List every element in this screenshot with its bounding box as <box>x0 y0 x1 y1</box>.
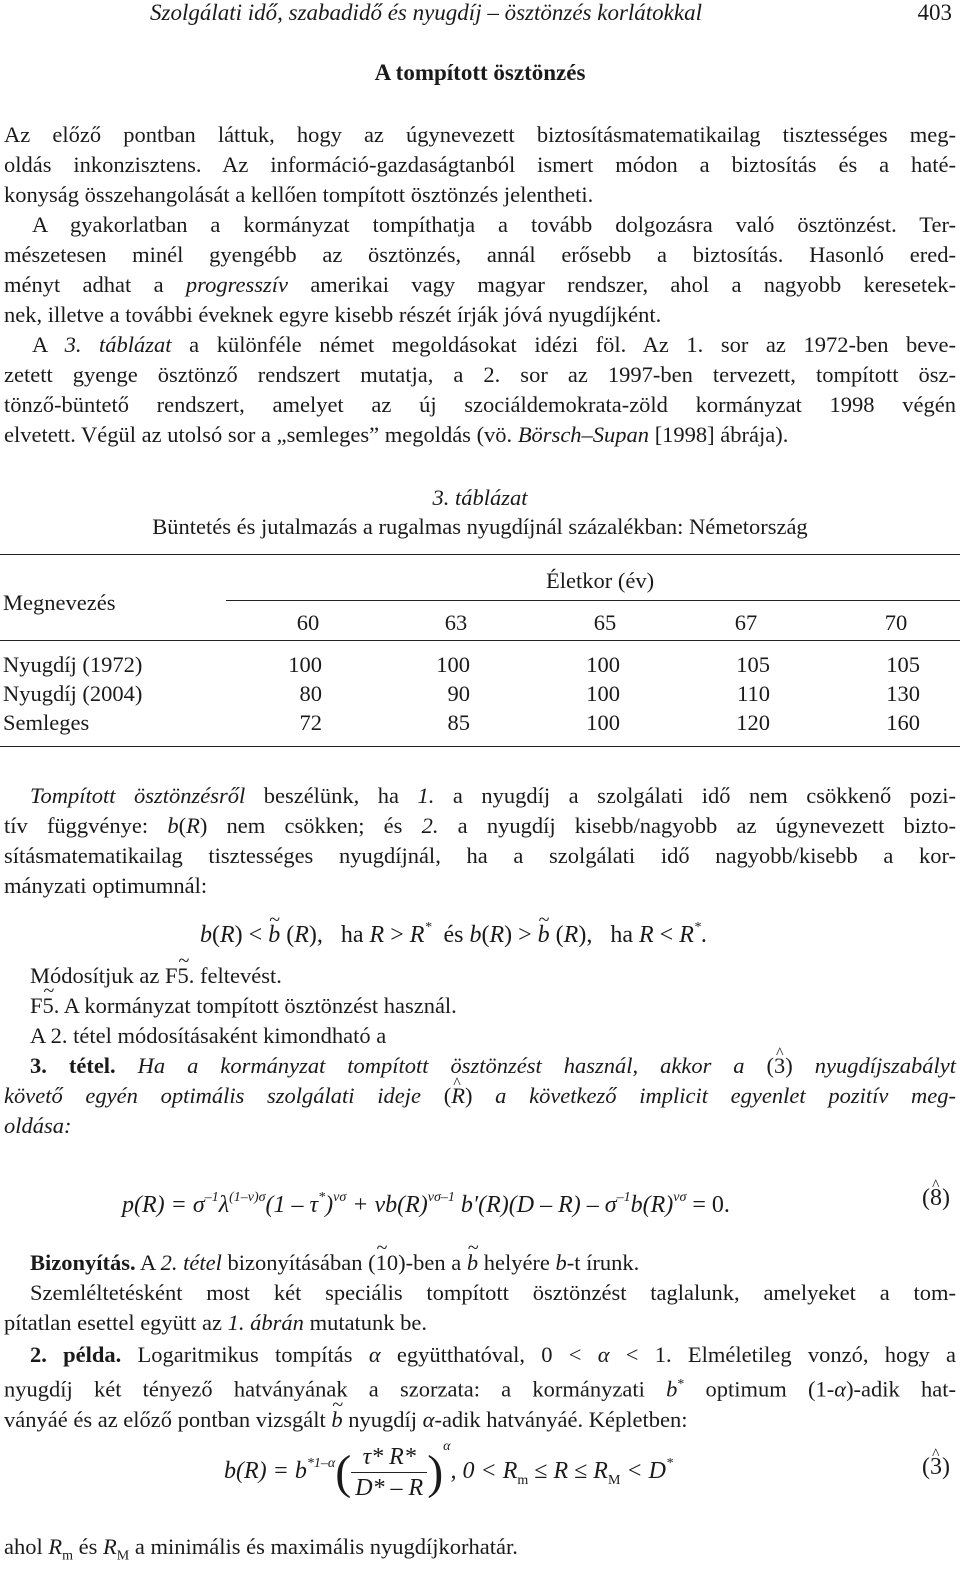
table-cell: 110 <box>737 681 770 706</box>
text-line: oldása: <box>4 1113 72 1138</box>
text-line: Az előző pontban láttuk, hogy az úgynevezett biztosításmatematikailag tisztességes meg- <box>4 122 956 147</box>
table-cell: 100 <box>586 681 620 706</box>
text-line: Tompított ösztönzésről beszélünk, ha 1. a nyugdíj a szolgálati idő nem csökkenő pozi- <box>30 783 956 808</box>
text-line: nek, illetve a további éveknek egyre kisebb részét írják jóvá nyugdíjként. <box>4 302 662 327</box>
example-paragraph-cont <box>4 1370 956 1435</box>
intro-paragraph <box>4 120 956 450</box>
table-number: 3. táblázat <box>432 485 528 510</box>
text-line: elvetett. Végül az utolsó sor a „semleges” megoldás (vö. Börsch–Supan [1998] ábrája). <box>4 422 789 447</box>
table-cell: 160 <box>886 710 920 735</box>
fraction: $\frac{\tau* R*}{D* - R}$ <box>351 1442 427 1503</box>
table-cell: 105 <box>886 652 920 677</box>
text-line: tönző-büntető rendszert, amelyet az új szociáldemokrata-zöld kormányzat 1998 végén <box>4 392 956 417</box>
equation-8: $p(R) = \sigma^{-1}\lambda^{(1-\nu)\sigma}(1 - \tau^*)^{\nu\sigma} + \nu b(R)^{\nu\sigma-1}$ $b'(R)(D - R) - \sigma^{-1}b(R)^{\nu\sigma} = 0$. (^ 8) <box>122 1183 956 1220</box>
text-line: zetett gyenge ösztönző rendszert mutatja, a 2. sor az 1997-ben tervezett, tompított ösz- <box>4 362 956 387</box>
text-line: A gyakorlatban a kormányzat tompíthatja a tovább dolgozásra való ösztönzést. Ter- <box>32 212 956 237</box>
group-header: Életkor (év) <box>546 568 655 593</box>
text-line: ványáé és az előző pontban vizsgált ~ b nyugdíj α-adik hatványáé. Képletben: <box>4 1405 956 1435</box>
theorem-paragraph-cont <box>4 1081 956 1141</box>
text-line: oldás inkonzisztens. Az információ-gazdaságtanból ismert módon a biztosítás és a haté- <box>4 152 956 177</box>
group-rule <box>226 600 960 601</box>
equation-tag: (^ 8) <box>922 1183 950 1213</box>
equation-3: $b(R) = b^{*1-\alpha}$( $\frac{\tau* R*}{D* - R}$ )$^\alpha$, $0 < R_m \le R \le R_M < D^*$ (^ 3) <box>224 1432 956 1503</box>
table-bottom-rule <box>0 746 960 747</box>
text-line: pítatlan esettel együtt az 1. ábrán mutatunk be. <box>4 1310 428 1335</box>
table-cell: 85 <box>447 710 470 735</box>
definition-paragraph-cont <box>4 811 956 901</box>
definition-paragraph <box>30 781 956 811</box>
text-line: A 2. tétel módosításaként kimondható a <box>30 1023 387 1048</box>
illustration-paragraph-cont <box>4 1308 956 1338</box>
text-line: sításmatematikailag tisztességes nyugdíjnál, ha a szolgálati idő nagyobb/kisebb a kor- <box>4 843 956 868</box>
page-number: 403 <box>917 0 952 25</box>
table-cell: 72 <box>299 710 322 735</box>
running-title: Szolgálati idő, szabadidő és nyugdíj – ösztönzés korlátokkal <box>150 0 702 25</box>
column-header: 67 <box>734 610 758 635</box>
row-label: Nyugdíj (1972) <box>3 652 143 677</box>
text-line: mányzati optimumnál: <box>4 873 208 898</box>
text-line: követő egyén optimális szolgálati ideje (^ R) a következő implicit egyenlet pozitív meg- <box>4 1081 956 1111</box>
column-header: 70 <box>884 610 908 635</box>
table-cell: 100 <box>288 652 322 677</box>
text-line: konyság összehangolását a kellően tompított ösztönzés jelentheti. <box>4 182 594 207</box>
example-paragraph <box>30 1340 956 1370</box>
table-caption: Büntetés és jutalmazás a rugalmas nyugdíjnál százalékban: Németország <box>152 514 808 539</box>
column-header: 63 <box>444 610 468 635</box>
text-line: F~ 5. A kormányzat tompított ösztönzést használ. <box>30 991 956 1021</box>
table-cell: 90 <box>447 681 470 706</box>
text-line: 2. példa. Logaritmikus tompítás α együtthatóval, 0 < α < 1. Elméletileg vonzó, hogy a <box>30 1342 956 1367</box>
table-cell: 80 <box>299 681 322 706</box>
text-line: nyugdíj két tényező hatványának a szorzata: a kormányzati b* optimum (1-α)-adik hat- <box>4 1376 956 1402</box>
column-header: 60 <box>296 610 320 635</box>
running-header <box>10 0 952 28</box>
table-cell: 105 <box>736 652 770 677</box>
table-cell: 100 <box>436 652 470 677</box>
inequality-formula: b(R) < ~ b (R), ha R > R* és b(R) > ~ b (R), ha R < R*. <box>200 913 707 950</box>
modification-paragraph <box>30 961 956 1051</box>
text-line: A 3. táblázat a különféle német megoldásokat idézi föl. Az 1. sor az 1972-ben beve- <box>32 332 957 357</box>
table-cell: 120 <box>736 710 770 735</box>
text-line: mészetesen minél gyengébb az ösztönzés, annál erősebb a biztosítás. Hasonló ered- <box>4 242 956 267</box>
text-line: Szemléltetésként most két speciális tompított ösztönzést taglalunk, amelyeket a tom- <box>30 1280 956 1305</box>
text-line: Bizonyítás. A 2. tétel bizonyításában (~ 10)-ben a ~ b helyére b-t írunk. <box>30 1248 956 1278</box>
section-title: A tompított ösztönzés <box>374 60 586 85</box>
text-line: ményt adhat a progresszív amerikai vagy magyar rendszer, ahol a nagyobb keresetek- <box>4 272 956 297</box>
table-top-rule <box>0 554 960 555</box>
text-line: ahol $R_m$ és $R_M$ a minimális és maximális nyugdíjkorhatár. <box>4 1534 518 1564</box>
table-cell: 100 <box>586 710 620 735</box>
row-header: Megnevezés <box>3 590 116 615</box>
text-line: 3. tétel. Ha a kormányzat tompított ösztönzést használ, akkor a (^ 3) nyugdíjszabályt <box>30 1051 956 1081</box>
text-line: Módosítjuk az F~ 5. feltevést. <box>30 961 956 991</box>
equation-tag: (^ 3) <box>922 1452 950 1482</box>
text-line: tív függvénye: b(R) nem csökken; és 2. a nyugdíj kisebb/nagyobb az úgynevezett bizto- <box>4 813 956 838</box>
theorem-paragraph <box>30 1051 956 1081</box>
table-cell: 130 <box>886 681 920 706</box>
row-label: Nyugdíj (2004) <box>3 681 143 706</box>
column-header: 65 <box>593 610 617 635</box>
row-label: Semleges <box>3 710 90 735</box>
header-rule <box>0 640 960 641</box>
table-cell: 100 <box>586 652 620 677</box>
proof-paragraph <box>30 1248 956 1308</box>
closing-line <box>4 1532 956 1572</box>
